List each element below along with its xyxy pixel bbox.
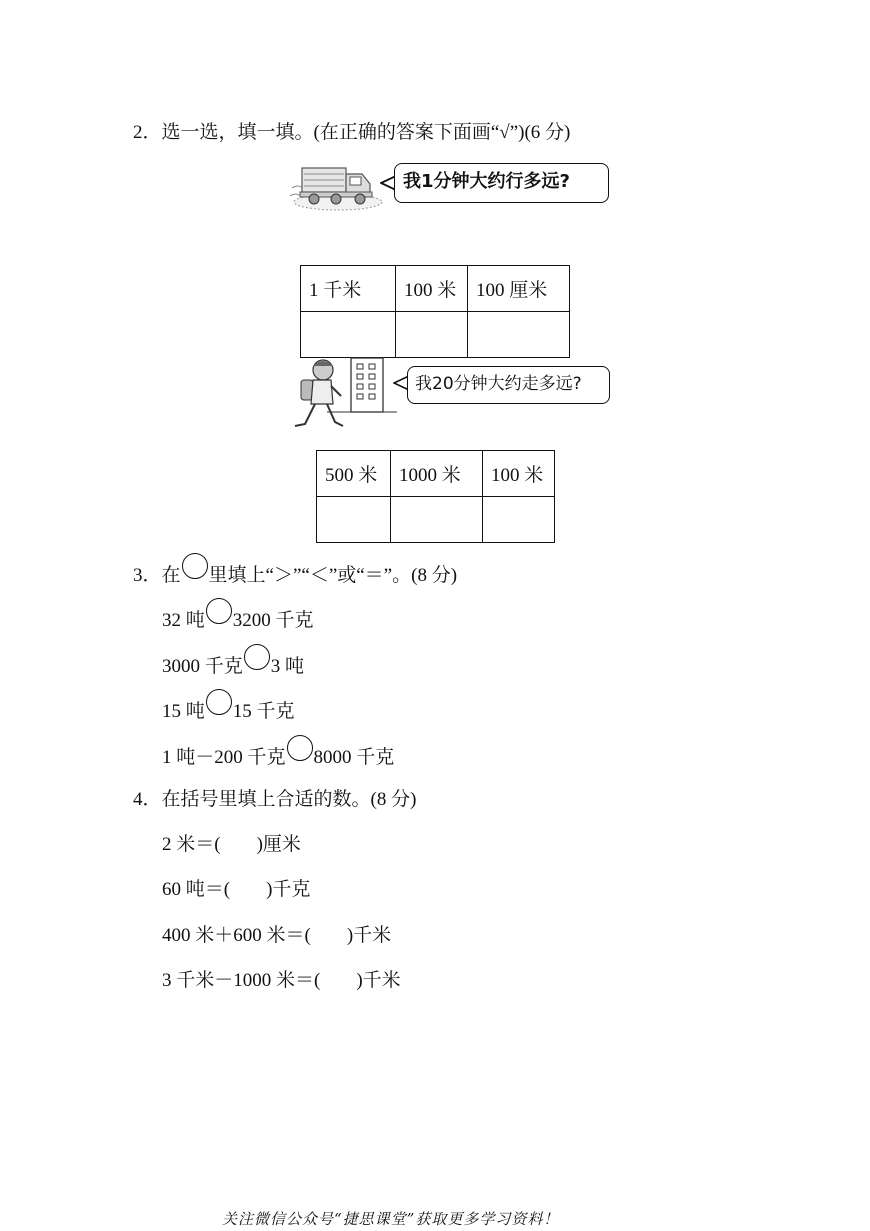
fill-item [162, 829, 301, 856]
compare-left: 3000 千克 [162, 656, 243, 677]
fill-left: 60 吨＝( [162, 879, 231, 900]
option-cell: 1000 米 [391, 451, 483, 497]
q3-title-post: 里填上“＞”“＜”或“＝”。(8 分) [208, 565, 458, 586]
footer-note: 关注微信公众号“捷思课堂”获取更多学习资料！ [222, 1210, 560, 1228]
fill-item [162, 965, 401, 992]
compare-right: 3200 千克 [232, 610, 314, 631]
boy-speech-bubble [407, 366, 610, 404]
compare-circle[interactable] [206, 598, 232, 624]
q4-title: 4．在括号里填上合适的数。(8 分) [133, 789, 417, 810]
compare-right: 15 千克 [232, 701, 295, 722]
fill-right: )厘米 [256, 834, 301, 855]
option-cell: 100 厘米 [468, 266, 570, 312]
compare-circle[interactable] [206, 689, 232, 715]
boy-walking-illustration [287, 356, 397, 436]
fill-right: )千米 [356, 970, 401, 991]
compare-left: 15 吨 [162, 701, 205, 722]
truck-speech-bubble [394, 163, 609, 203]
compare-item [162, 605, 314, 632]
option-cell: 500 米 [317, 451, 391, 497]
answer-cell[interactable] [483, 497, 555, 543]
truck-illustration [288, 158, 384, 212]
compare-right: 3 吨 [270, 656, 305, 677]
compare-item [162, 696, 295, 723]
compare-circle[interactable] [244, 644, 270, 670]
answer-cell[interactable] [317, 497, 391, 543]
answer-cell[interactable] [468, 312, 570, 358]
fill-item [162, 920, 391, 947]
option-cell: 100 米 [483, 451, 555, 497]
fill-right: )千克 [266, 879, 311, 900]
compare-item [162, 742, 394, 769]
q3-title-pre: 3．在 [133, 565, 181, 586]
q2-title: 2．选一选，填一填。(在正确的答案下面画“√”)(6 分) [133, 122, 571, 143]
compare-item [162, 651, 304, 678]
truck-bubble-text: 我1分钟大约行多远? [403, 171, 570, 192]
fill-left: 2 米＝( [162, 834, 221, 855]
boy-bubble-text: 我20分钟大约走多远? [415, 374, 582, 394]
q3-title [133, 560, 457, 587]
compare-circle[interactable] [287, 735, 313, 761]
distance-options-table-1 [300, 265, 570, 358]
compare-left: 1 吨－200 千克 [162, 747, 286, 768]
answer-cell[interactable] [391, 497, 483, 543]
option-cell: 1 千米 [301, 266, 396, 312]
distance-options-table-2 [316, 450, 555, 543]
compare-right: 8000 千克 [313, 747, 395, 768]
fill-item [162, 874, 310, 901]
answer-cell[interactable] [396, 312, 468, 358]
compare-left: 32 吨 [162, 610, 205, 631]
option-cell: 100 米 [396, 266, 468, 312]
circle-icon [182, 553, 208, 579]
fill-right: )千米 [346, 925, 392, 946]
fill-left: 400 米＋600 米＝( [162, 925, 311, 946]
fill-left: 3 千米－1000 米＝( [162, 970, 321, 991]
answer-cell[interactable] [301, 312, 396, 358]
